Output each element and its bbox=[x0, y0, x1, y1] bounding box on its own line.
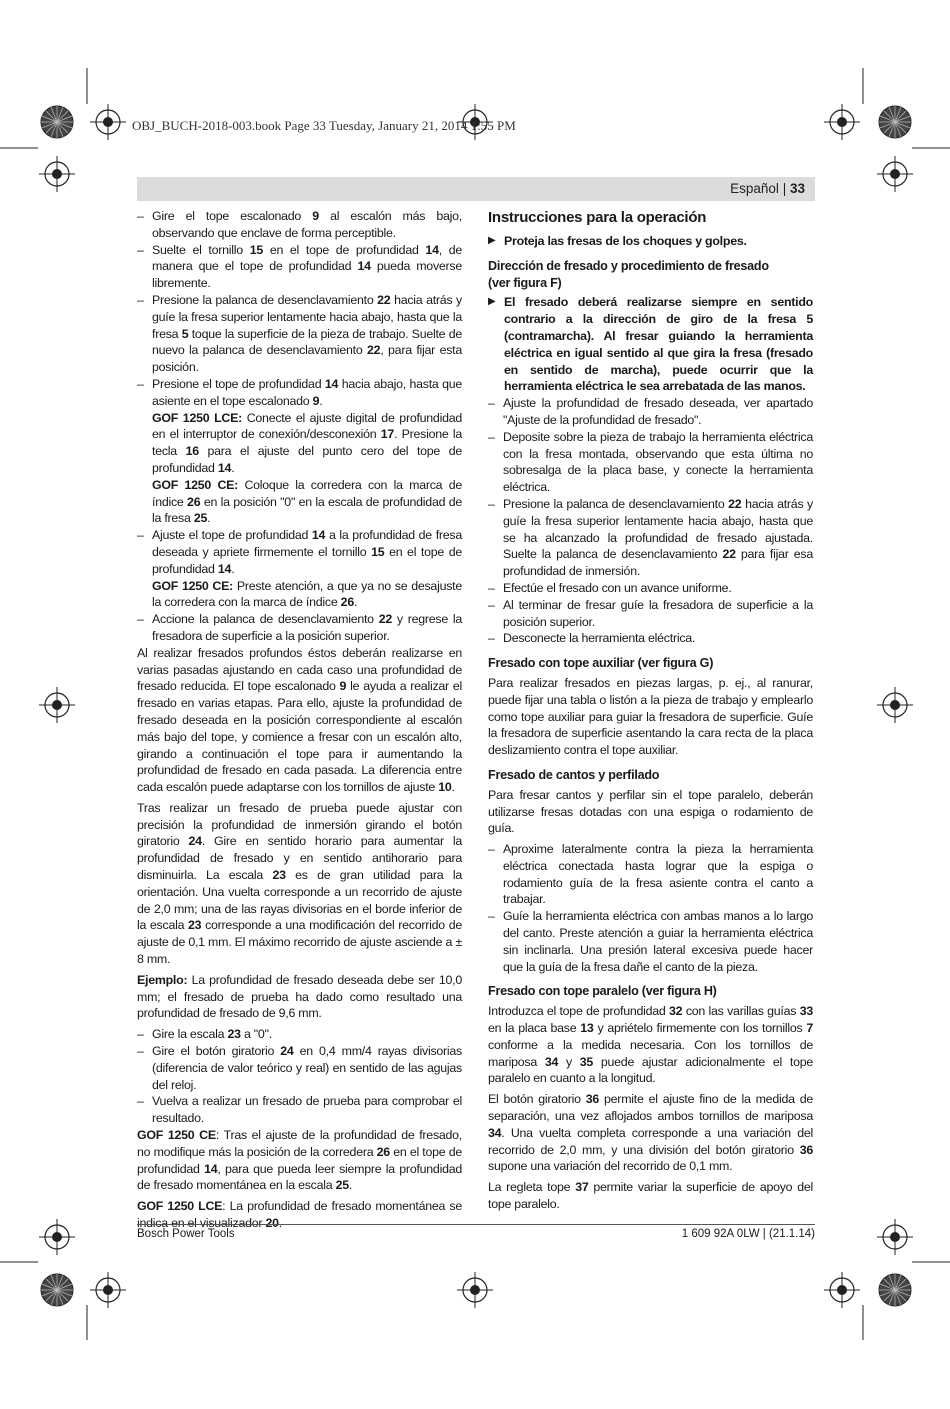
page-header-bar bbox=[137, 177, 815, 201]
step-list-item: – Gire el tope escalonado 9 al escalón más bajo, observando que enclave de forma perceptible. bbox=[137, 208, 462, 242]
step-list-item: – Guíe la herramienta eléctrica con ambas manos a lo largo del canto. Preste atención a guiar la herramienta eléctrica sin inclinarla. Una presión lateral excesiva puede hacer que la guía de la fresa dañe el canto de la pieza. bbox=[488, 908, 813, 975]
body-paragraph: Para fresar cantos y perfilar sin el tope paralelo, deberán utilizarse fresas dotadas con una espiga o rodamiento de guía. bbox=[488, 787, 813, 836]
header-separator: | bbox=[782, 181, 787, 196]
body-paragraph: Ejemplo: La profundidad de fresado deseada debe ser 10,0 mm; el fresado de prueba ha dado como resultado una profundidad de fresado de 9,6 mm. bbox=[137, 972, 462, 1021]
footer-rule bbox=[137, 1224, 815, 1225]
step-note: GOF 1250 CE: Preste atención, a que ya no se desajuste la corredera con la marca de índice 26. bbox=[152, 578, 462, 610]
right-column bbox=[488, 208, 813, 1217]
step-list-item: – Aproxime lateralmente contra la pieza la herramienta eléctrica conectada hasta lograr que la espiga o rodamiento guía de la fresa asiente contra el canto a trabajar. bbox=[488, 841, 813, 908]
subsection-heading: Fresado con tope paralelo (ver figura H) bbox=[488, 984, 717, 999]
body-paragraph: Para realizar fresados en piezas largas, p. ej., al ranurar, puede fijar una tabla o listón a la pieza de trabajo y emplearlo como tope auxiliar para guiar la fresadora de superficie. Guíe la fresadora de superficie asentando la cara recta de la placa deslizamiento contra el tope auxiliar. bbox=[488, 675, 813, 758]
body-paragraph: GOF 1250 CE: Tras el ajuste de la profundidad de fresado, no modifique más la posición de la corredera 26 en el tope de profundidad 14, para que pueda leer siempre la profundidad de fresado momentánea en la escala 25. bbox=[137, 1128, 463, 1193]
step-list-item: – Presione la palanca de desenclavamiento 22 hacia atrás y guíe la fresa superior lentamente hacia abajo, hasta que la fresa 5 toque la superficie de la pieza de trabajo. Suelte de nuevo la palanca de desenclavamiento 22, para fijar esta posición. bbox=[137, 292, 462, 376]
step-list-item: – Al terminar de fresar guíe la fresadora de superficie a la posición superior. bbox=[488, 597, 813, 631]
header-language: Español bbox=[730, 181, 779, 196]
step-list-item: – Vuelva a realizar un fresado de prueba para comprobar el resultado. bbox=[137, 1093, 462, 1127]
body-paragraph: Al realizar fresados profundos éstos deberán realizarse en varias pasadas ajustando en cada caso una profundidad de fresado reducida. El tope escalonado 9 le ayuda a realizar el fresado en varias etapas. Para ello, ajuste la profundidad de fresado deseada en la posición correspondiente al escalón más bajo del tope, y comience a fresar con un escalón alto, girando a continuación el tope para ir aumentando la profundidad de fresado en cada pasada. La diferencia entre cada escalón puede adaptarse con los tornillos de ajuste 10. bbox=[137, 645, 462, 795]
step-list-item: – Efectúe el fresado con un avance uniforme. bbox=[488, 580, 813, 597]
step-list-item: – Ajuste el tope de profundidad 14 a la profundidad de fresa deseada y apriete firmemente el tornillo 15 en el tope de profundidad 14. bbox=[137, 527, 462, 577]
body-paragraph: El botón giratorio 36 permite el ajuste fino de la medida de separación, una vez aflojados ambos tornillos de mariposa 34. Una vuelta completa corresponde a una variación del recorrido de 2,0 mm, y una división del botón giratorio 36 supone una variación del recorrido de 0,1 mm. bbox=[488, 1092, 814, 1174]
step-list-item: – Accione la palanca de desenclavamiento 22 y regrese la fresadora de superficie a la posición superior. bbox=[137, 611, 462, 645]
body-paragraph: Introduzca el tope de profundidad 32 con las varillas guías 33 en la placa base 13 y apriételo firmemente con los tornillos 7 conforme a la medida necesaria. Con los tornillos de mariposa 34 y 35 puede ajustar adicionalmente el tope paralelo en cuanto a la longitud. bbox=[488, 1004, 814, 1086]
step-note: GOF 1250 CE: Coloque la corredera con la marca de índice 26 en la posición "0" en la escala de profundidad de la fresa 25. bbox=[152, 477, 462, 526]
section-heading: Instrucciones para la operación bbox=[488, 209, 707, 226]
step-list-item: – Presione la palanca de desenclavamiento 22 hacia atrás y guíe la fresa superior lentamente hacia abajo, hasta que se ha alcanzado la profundidad de fresado ajustada. Suelte la palanca de desenclavamiento 22 para fijar esa profundidad de inmersión. bbox=[488, 496, 813, 580]
step-list-item: – Gire la escala 23 a "0". bbox=[137, 1026, 462, 1043]
step-list-item: – Ajuste la profundidad de fresado deseada, ver apartado "Ajuste de la profundidad de fresado". bbox=[488, 395, 813, 429]
body-paragraph: Tras realizar un fresado de prueba puede ajustar con precisión la profundidad de inmersión girando el botón giratorio 24. Gire en sentido horario para aumentar la profundidad de fresado y en sentido antihorario para disminuirla. La escala 23 es de gran utilidad para la orientación. Una vuelta corresponde a un recorrido de ajuste de 2,0 mm; una de las rayas divisorias en el borde inferior de la escala 23 corresponde a una modificación del recorrido de ajuste de 0,1 mm. El máximo recorrido de ajuste asciende a ± 8 mm. bbox=[137, 800, 462, 967]
body-paragraph: GOF 1250 LCE: La profundidad de fresado momentánea se bbox=[137, 1199, 462, 1214]
step-list-item: – Gire el botón giratorio 24 en 0,4 mm/4 rayas divisorias (diferencia de valor teórico y real) en sentido de las agujas del reloj. bbox=[137, 1043, 462, 1093]
subsection-heading: Fresado de cantos y perfilado bbox=[488, 767, 660, 782]
footer-doc-code: 1 609 92A 0LW | (21.1.14) bbox=[681, 1228, 815, 1240]
warning-item: ▶ El fresado deberá realizarse siempre en sentido contrario a la dirección de giro de la fresa 5 (contramarcha). Al fresar guiando la herramienta eléctrica en igual sentido al que gira la fresa (fresado en sentido de marcha), puede ocurrir que la herramienta eléctrica le sea arrebatada de las manos. bbox=[488, 294, 813, 395]
subsection-heading: Fresado con tope auxiliar (ver figura G) bbox=[488, 656, 714, 671]
body-paragraph: La regleta tope 37 permite variar la superficie de apoyo del tope paralelo. bbox=[488, 1180, 813, 1212]
warning-item: ▶ Proteja las fresas de los choques y golpes. bbox=[488, 233, 813, 250]
step-note: GOF 1250 LCE: Conecte el ajuste digital de profundidad en el interruptor de conexión/desconexión 17. Presione la tecla 16 para el ajuste del punto cero del tope de profundidad 14. bbox=[152, 410, 463, 475]
page-header bbox=[730, 181, 805, 196]
print-info-line: OBJ_BUCH-2018-003.book Page 33 Tuesday, January 21, 2014 1:55 PM bbox=[132, 118, 516, 133]
step-list-item: – Suelte el tornillo 15 en el tope de profundidad 14, de manera que el tope de profundidad 14 pueda moverse libremente. bbox=[137, 242, 462, 292]
step-list-item: – Desconecte la herramienta eléctrica. bbox=[488, 630, 813, 647]
footer-publisher: Bosch Power Tools bbox=[137, 1228, 235, 1240]
page-number: 33 bbox=[789, 181, 805, 196]
left-column bbox=[137, 208, 462, 1236]
step-list-item: – Deposite sobre la pieza de trabajo la herramienta eléctrica con la fresa montada, observando que esta última no sobresalga de la placa base, y conecte la herramienta eléctrica. bbox=[488, 429, 813, 496]
subsection-heading: Dirección de fresado y procedimiento de fresado (ver figura F) bbox=[488, 258, 769, 290]
step-list-item: – Presione el tope de profundidad 14 hacia abajo, hasta que asiente en el tope escalonado 9. bbox=[137, 376, 462, 410]
